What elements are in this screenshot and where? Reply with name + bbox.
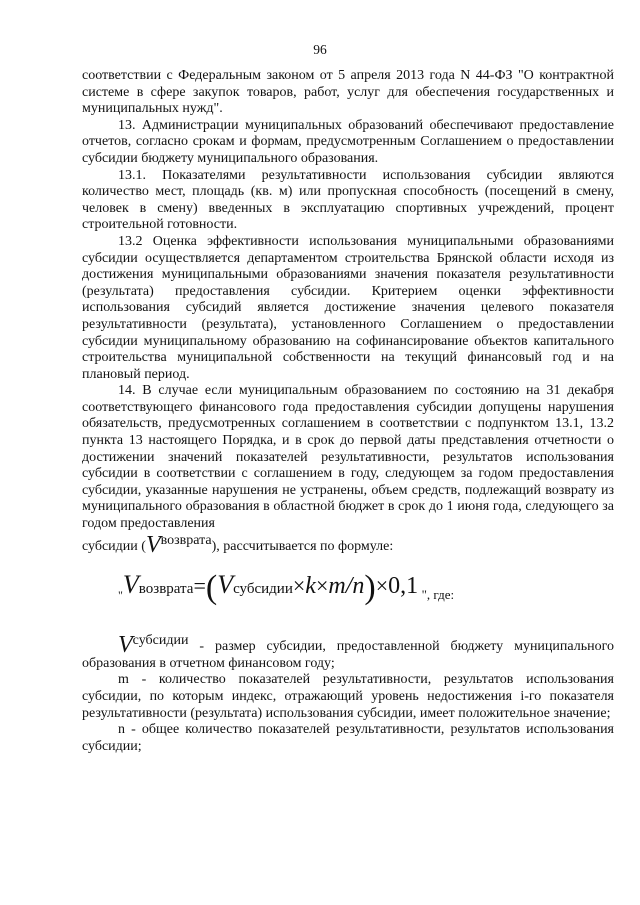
formula-coefficient: 0,1 xyxy=(388,573,419,600)
formula-n: n xyxy=(352,573,365,600)
definition-v-subsidy xyxy=(82,633,614,672)
formula-intro-before: субсидии ( xyxy=(82,538,146,554)
formula-lhs-var: V xyxy=(122,570,139,600)
definitions xyxy=(82,633,614,755)
definition-v-sub: субсидии xyxy=(132,633,189,649)
paragraph-13-2: 13.2 Оценка эффективности использования муниципальными образованиями субсидии осуществляется департаментом строительства Брянской области исходя из достижения муниципальными образованиями значения показателя результативности (результата) предоставления субсидии. Критерием оценки эффективности использования субсидий является достижение значения целевого показателя результативности (результата), установленного Соглашением о предоставлении субсидии муниципальному образованию на софинансирование объектов капитального строительства муниципальной собственности на текущий финансовый год и на плановый период. xyxy=(82,233,614,382)
formula-slash: / xyxy=(345,573,353,600)
document-body xyxy=(82,68,614,755)
formula-where: ", где: xyxy=(421,587,455,603)
formula-intro-sub: возврата xyxy=(160,532,212,548)
formula-v-subsidy: V xyxy=(217,570,234,600)
definition-v-text: - размер субсидии, предоставленной бюджету муниципального образования в отчетном финансовом году; xyxy=(82,639,614,671)
formula-intro-after: ), рассчитывается по формуле: xyxy=(211,538,394,554)
formula-lhs-sub: возврата xyxy=(138,581,194,598)
formula-intro-var: V xyxy=(145,531,161,558)
formula-intro xyxy=(82,533,614,556)
formula-rparen: ) xyxy=(364,569,376,607)
formula-open-quote: " xyxy=(118,588,123,603)
formula-k: k xyxy=(305,573,316,600)
definition-v-var: V xyxy=(118,632,133,659)
formula-m: m xyxy=(328,573,346,600)
paragraph-law-reference: соответствии с Федеральным законом от 5 апреля 2013 года N 44-ФЗ "О контрактной системе в сфере закупок товаров, работ, услуг для обеспечения государственных и муниципальных нужд". xyxy=(82,68,614,117)
paragraph-13-1: 13.1. Показателями результативности использования субсидии являются количество мест, площадь (кв. м) или пропускная способность (посещений в смену, человек в смену) введенных в эксплуатацию спортивных учреждений, процент строительной готовности. xyxy=(82,167,614,233)
definition-n: n - общее количество показателей результативности, результатов использования субсидии; xyxy=(82,722,614,754)
formula-times-2: × xyxy=(315,573,329,599)
paragraph-14: 14. В случае если муниципальным образованием по состоянию на 31 декабря соответствующего финансового года предоставления субсидии допущены нарушения обязательств, предусмотренных соглашением в соответствии с подпунктом 13.1, 13.2 пункта 13 настоящего Порядка, и в срок до первой даты представления отчетности о достижении значений показателей результативности, результатов использования субсидии в соответствии с соглашением в году, следующем за годом предоставления субсидии, указанные нарушения не устранены, объем средств, подлежащий возврату из муниципального образования в областной бюджет в срок до 1 июня года, следующего за годом предоставления xyxy=(82,383,614,532)
formula-times-1: × xyxy=(292,573,306,599)
formula-lparen: ( xyxy=(205,569,218,607)
formula-v-subsidy-sub: субсидии xyxy=(233,581,293,598)
formula xyxy=(118,569,614,621)
formula-times-3: × xyxy=(375,573,389,599)
paragraph-13: 13. Администрации муниципальных образований обеспечивают предоставление отчетов, согласно срокам и формам, предусмотренным Соглашением о предоставлении субсидии бюджету муниципального образования. xyxy=(82,117,614,166)
formula-equals: = xyxy=(193,573,206,599)
definition-m: m - количество показателей результативности, результатов использования субсидии, по которым индекс, отражающий уровень недостижения i-го показателя результативности (результата) использования субсидии, имеет положительное значение; xyxy=(82,672,614,721)
page-number: 96 xyxy=(313,42,327,57)
